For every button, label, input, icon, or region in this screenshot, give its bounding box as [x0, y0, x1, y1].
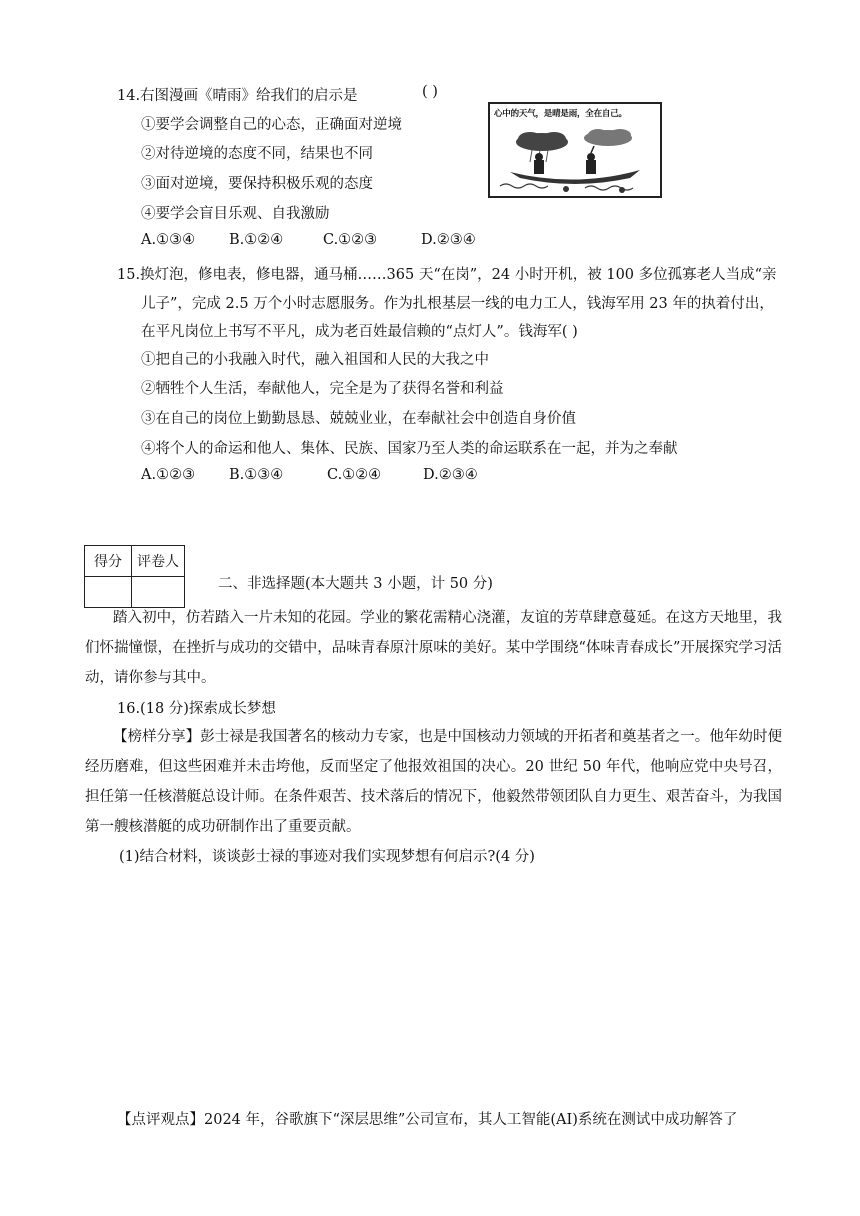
score-header: 得分	[85, 546, 132, 577]
q14-choice-c: C.①②③	[323, 232, 378, 248]
q15-option-3: ③在自己的岗位上勤勤恳恳、兢兢业业，在奉献社会中创造自身价值	[141, 411, 576, 427]
q16-comment: 【点评观点】2024 年，谷歌旗下“深层思维”公司宣布，其人工智能(AI)系统在测试中成功解答了	[117, 1112, 738, 1128]
q14-option-3: ③面对逆境，要保持积极乐观的态度	[141, 176, 373, 192]
cartoon-image	[488, 102, 662, 198]
q15-choice-c: C.①②④	[327, 467, 382, 483]
q14-option-1: ①要学会调整自己的心态，正确面对逆境	[141, 117, 402, 133]
cartoon-drawing	[490, 104, 660, 196]
q14-choices	[141, 232, 476, 248]
q14-choice-a: A.①③④	[141, 232, 196, 248]
answer-space[interactable]	[117, 880, 777, 1090]
q15-choice-b: B.①③④	[229, 467, 284, 483]
q15-option-1: ①把自己的小我融入时代，融入祖国和人民的大我之中	[141, 352, 489, 368]
score-table	[84, 545, 185, 608]
q16-material: 【榜样分享】彭士禄是我国著名的核动力专家，也是中国核动力领域的开拓者和奠基者之一。他年幼时便经历磨难，但这些困难并未击垮他，反而坚定了他报效祖国的决心。20 世纪 50 年代，他响应党中央号召，担任第一任核潜艇总设计师。在条件艰苦、技术落后的情况下，他毅然带领团队自力更生、艰苦奋斗，为我国第一艘核潜艇的成功研制作出了重要贡献。	[85, 729, 782, 835]
q15-choice-d: D.②③④	[423, 467, 478, 483]
grader-header: 评卷人	[132, 546, 185, 577]
q14-choice-b: B.①②④	[229, 232, 284, 248]
q15-stem-line-1: 15.换灯泡，修电表，修电器，通马桶……365 天“在岗”，24 小时开机，被 100 多位孤寡老人当成“亲	[117, 267, 777, 283]
q14-stem-text: 14.右图漫画《晴雨》给我们的启示是	[117, 88, 358, 104]
q14-option-4: ④要学会盲目乐观、自我激励	[141, 206, 330, 222]
q14-answer-paren: ( )	[422, 84, 438, 100]
q15-choice-a: A.①②③	[141, 467, 196, 483]
q15-option-2: ②牺牲个人生活，奉献他人，完全是为了获得名誉和利益	[141, 381, 504, 397]
q16-subquestion-1: (1)结合材料，谈谈彭士禄的事迹对我们实现梦想有何启示?(4 分)	[119, 849, 535, 865]
q15-stem-line-2: 儿子”，完成 2.5 万个小时志愿服务。作为扎根基层一线的电力工人，钱海军用 23 年的执着付出，	[141, 296, 774, 312]
q16-title: 16.(18 分)探索成长梦想	[117, 701, 276, 717]
q15-choices	[141, 467, 478, 483]
section2-title: 二、非选择题(本大题共 3 小题，计 50 分)	[218, 576, 493, 592]
q15-stem-line-3: 在平凡岗位上书写不平凡，成为老百姓最信赖的“点灯人”。钱海军( )	[141, 324, 578, 340]
q14-option-2: ②对待逆境的态度不同，结果也不同	[141, 146, 373, 162]
q14-stem	[117, 84, 358, 105]
cartoon-caption: 心中的天气，是晴是雨，全在自己。	[494, 109, 627, 119]
q14-choice-d: D.②③④	[421, 232, 476, 248]
q15-option-4: ④将个人的命运和他人、集体、民族、国家乃至人类的命运联系在一起，并为之奉献	[141, 441, 678, 457]
section2-intro: 踏入初中，仿若踏入一片未知的花园。学业的繁花需精心浇灌，友谊的芳草肆意蔓延。在这方天地里，我们怀揣憧憬，在挫折与成功的交错中，品味青春原汁原味的美好。某中学围绕“体味青春成长”开展探究学习活动，请你参与其中。	[85, 610, 782, 686]
